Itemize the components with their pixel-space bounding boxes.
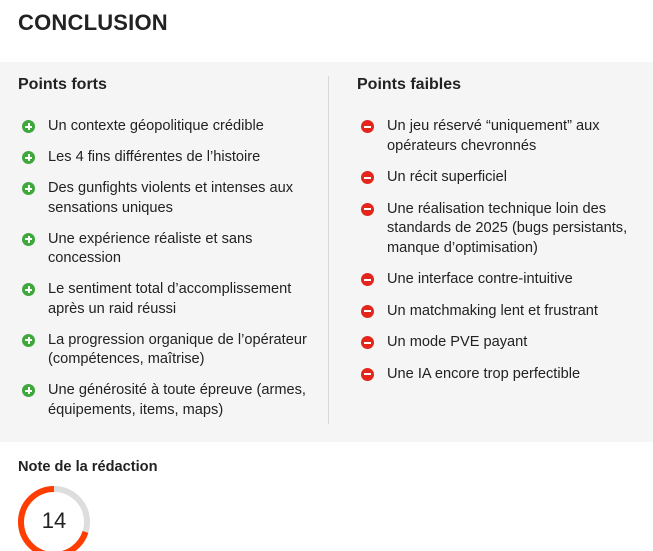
- minus-circle-icon: [361, 171, 374, 184]
- weaknesses-title: Points faibles: [357, 76, 462, 93]
- plus-circle-icon: [22, 182, 35, 195]
- minus-circle-icon: [361, 203, 374, 216]
- rating-value: 14: [41, 508, 67, 533]
- plus-circle-icon: [22, 334, 35, 347]
- pros-cons-panel: [0, 62, 653, 442]
- strengths-list: [18, 117, 318, 432]
- minus-circle-icon: [361, 305, 374, 318]
- rating-label: Note de la rédaction: [18, 459, 158, 475]
- strength-item: Le sentiment total d’accomplissement après un raid réussi: [18, 280, 318, 319]
- plus-circle-icon: [22, 384, 35, 397]
- column-divider: [328, 76, 329, 424]
- plus-circle-icon: [22, 283, 35, 296]
- strength-item: Une expérience réaliste et sans concession: [18, 230, 318, 269]
- minus-circle-icon: [361, 368, 374, 381]
- strength-item: Les 4 fins différentes de l’histoire: [18, 148, 318, 168]
- weakness-item: Un récit superficiel: [357, 168, 647, 188]
- weakness-item: Une IA encore trop perfectible: [357, 365, 647, 385]
- strength-item: Un contexte géopolitique crédible: [18, 117, 318, 137]
- plus-circle-icon: [22, 120, 35, 133]
- weakness-item: Une interface contre-intuitive: [357, 270, 647, 290]
- weakness-item: Un jeu réservé “uniquement” aux opérateurs chevronnés: [357, 117, 647, 156]
- minus-circle-icon: [361, 120, 374, 133]
- weakness-item: Un mode PVE payant: [357, 333, 647, 353]
- minus-circle-icon: [361, 273, 374, 286]
- page-title: CONCLUSION: [18, 10, 168, 35]
- strength-item: Une générosité à toute épreuve (armes, équipements, items, maps): [18, 381, 318, 420]
- plus-circle-icon: [22, 151, 35, 164]
- minus-circle-icon: [361, 336, 374, 349]
- strength-item: Des gunfights violents et intenses aux sensations uniques: [18, 179, 318, 218]
- weakness-item: Une réalisation technique loin des standards de 2025 (bugs persistants, manque d’optimisation): [357, 200, 647, 259]
- plus-circle-icon: [22, 233, 35, 246]
- strengths-title: Points forts: [18, 76, 107, 93]
- weaknesses-list: [357, 117, 647, 396]
- weakness-item: Un matchmaking lent et frustrant: [357, 302, 647, 322]
- strength-item: La progression organique de l’opérateur (compétences, maîtrise): [18, 331, 318, 370]
